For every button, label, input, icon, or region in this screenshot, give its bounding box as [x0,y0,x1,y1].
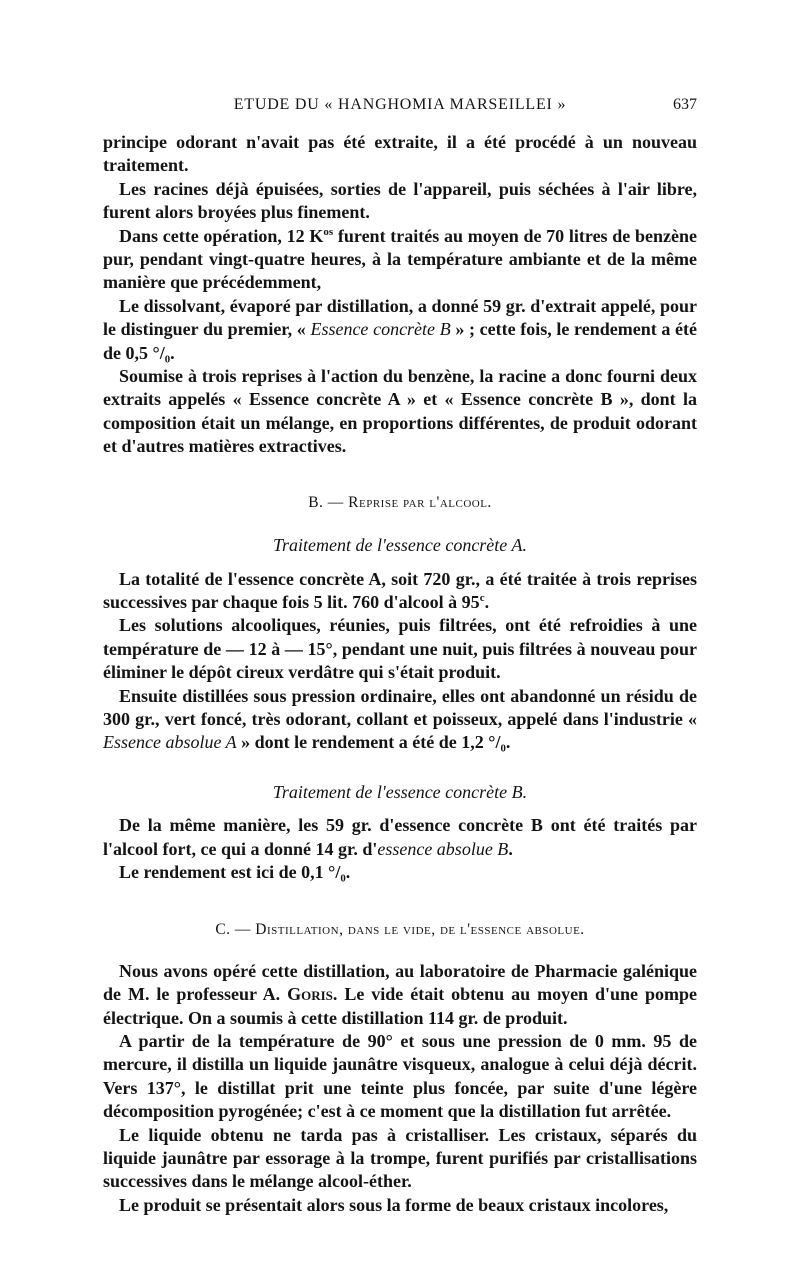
superscript: os [323,225,334,238]
page-number: 637 [673,96,697,113]
paragraph: principe odorant n'avait pas été extraite, il a été procédé à un nouveau traitement. [103,132,697,176]
paragraph: Nous avons opéré cette distillation, au laboratoire de Pharmacie galénique de M. le professeur A. Goris. Le vide était obtenu au moyen d'une pompe électrique. On a soumis à cette distillation 114 gr. de produit. [103,960,697,1028]
paragraph: Le rendement est ici de 0,1 °/₀. [119,861,351,882]
author-name: Goris [287,984,333,1005]
superscript: c [479,591,485,604]
paragraph: Les racines déjà épuisées, sorties de l'appareil, puis séchées à l'air libre, furent alors broyées plus finement. [103,178,697,223]
paragraph: Le produit se présentait alors sous la forme de beaux cristaux incolores, [119,1194,669,1215]
paragraph: Dans cette opération, 12 $K^{os}$ furent traités au moyen de 70 litres de benzène pur, pendant vingt-quatre heures, à la température ambiante et de la même manière que précédemment, [103,225,698,293]
italic-term: Essence absolue A [103,732,237,753]
running-header [103,96,697,114]
paragraph: Ensuite distillées sous pression ordinaire, elles ont abandonné un résidu de 300 gr., vert foncé, très odorant, collant et poisseux, appelé dans l'industrie « Essence absolue A » dont le rendement a été de 1,2 °/₀. [103,685,697,753]
paragraph: Le liquide obtenu ne tarda pas à cristalliser. Les cristaux, séparés du liquide jaunâtre par essorage à la trompe, furent purifiés par cristallisations successives dans le mélange alcool-éther. [103,1124,697,1192]
paragraph: Soumise à trois reprises à l'action du benzène, la racine a donc fourni deux extraits appelés « Essence concrète A » et « Essence concrète B », dont la composition était un mélange, en proportions différentes, de produit odorant et d'autres matières extractives. [103,366,697,457]
body-text [103,131,697,1217]
running-title: ETUDE DU « HANGHOMIA MARSEILLEI » [233,96,567,113]
italic-term: Essence concrète B [310,319,451,340]
paragraph: A partir de la température de 90° et sous une pression de 0 mm. 95 de mercure, il distilla un liquide jaunâtre visqueux, analogue à celui déjà décrit. Vers 137°, le distillat prit une teinte plus foncée, par suite d'une légère décomposition pyrogénée; c'est à ce moment que la distillation fut arrêtée. [103,1031,697,1122]
subsection-heading: Traitement de l'essence concrète B. [272,781,528,802]
paragraph: Les solutions alcooliques, réunies, puis filtrées, ont été refroidies à une température de — 12 à — 15°, pendant une nuit, puis filtrées à nouveau pour éliminer le dépôt cireux verdâtre qui s'était produit. [103,615,697,683]
section-heading: C. — Distillation, dans le vide, de l'essence absolue. [215,921,585,939]
subsection-heading: Traitement de l'essence concrète A. [273,535,527,556]
paragraph: La totalité de l'essence concrète A, soit 720 gr., a été traitée à trois reprises successives par chaque fois 5 lit. 760 d'alcool à 95$^c$. [103,568,697,612]
section-heading: B. — Reprise par l'alcool. [308,493,492,511]
paragraph: De la même manière, les 59 gr. d'essence concrète B ont été traités par l'alcool fort, ce qui a donné 14 gr. d'essence absolue B. [103,815,697,859]
paragraph: Le dissolvant, évaporé par distillation, a donné 59 gr. d'extrait appelé, pour le distinguer du premier, « Essence concrète B » ; cette fois, le rendement a été de 0,5 °/₀. [103,295,697,363]
italic-term: essence absolue B [377,838,509,859]
